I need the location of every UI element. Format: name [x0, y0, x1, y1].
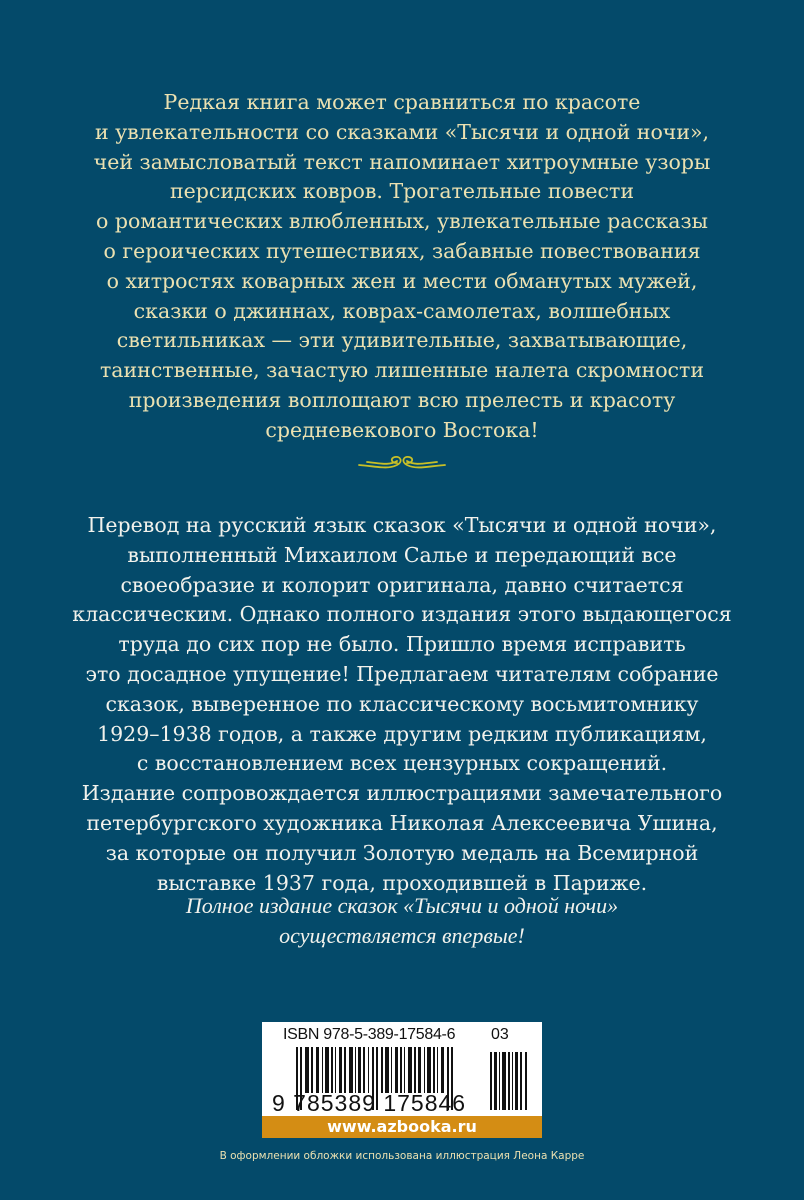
- blurb-line: о хитростях коварных жен и мести обманутых мужей,: [106, 268, 698, 293]
- publisher-website-link[interactable]: www.azbooka.ru: [262, 1116, 542, 1138]
- blurb-paragraph: [0, 88, 804, 446]
- blurb-line: и увлекательности со сказками «Тысячи и одной ночи»,: [94, 119, 710, 144]
- description-line: выставке 1937 года, проходившей в Париже.: [156, 870, 648, 895]
- flourish-divider-icon: [357, 450, 447, 472]
- blurb-line: сказки о джиннах, коврах-самолетах, волшебных: [133, 298, 671, 323]
- blurb-line: произведения воплощают всю прелесть и красоту: [128, 387, 676, 412]
- description-line: это досадное упущение! Предлагаем читателям собрание: [85, 661, 719, 686]
- isbn-addon-label: 03: [491, 1026, 509, 1043]
- tagline-line: осуществляется впервые!: [279, 922, 525, 948]
- isbn-label: ISBN 978-5-389-17584-6: [283, 1026, 456, 1043]
- cover-illustration-credit: В оформлении обложки использована иллюстрация Леона Карре: [219, 1150, 585, 1162]
- tagline-line: Полное издание сказок «Тысячи и одной ночи»: [185, 893, 619, 918]
- description-line: за которые он получил Золотую медаль на Всемирной: [105, 840, 699, 865]
- blurb-line: таинственные, зачастую лишенные налета скромности: [99, 358, 705, 383]
- blurb-line: о романтических влюбленных, увлекательные рассказы: [96, 209, 708, 234]
- blurb-line: светильниках — эти удивительные, захватывающие,: [116, 328, 688, 353]
- description-line: сказок, выверенное по классическому восьмитомнику: [105, 691, 699, 716]
- description-paragraph: [0, 511, 804, 898]
- description-line: петербургского художника Николая Алексеевича Ушина,: [86, 810, 718, 835]
- blurb-line: чей замысловатый текст напоминает хитроумные узоры: [93, 149, 711, 174]
- blurb-line: персидских ковров. Трогательные повести: [169, 179, 634, 204]
- description-line: своеобразие и колорит оригинала, давно считается: [120, 572, 684, 597]
- isbn-barcode: [262, 1022, 542, 1138]
- addon-barcode-bars-icon: [490, 1052, 530, 1110]
- description-line: труда до сих пор не было. Пришло время исправить: [118, 632, 686, 657]
- description-line: Перевод на русский язык сказок «Тысячи и одной ночи»,: [87, 513, 717, 537]
- blurb-line: Редкая книга может сравниться по красоте: [163, 90, 641, 114]
- description-line: 1929–1938 годов, а также другим редким публикациям,: [97, 721, 707, 746]
- description-line: выполненный Михаилом Салье и передающий все: [127, 542, 677, 567]
- barcode-digits: 9 785389 175846: [272, 1090, 467, 1116]
- tagline: [0, 891, 804, 950]
- description-line: классическим. Однако полного издания этого выдающегося: [72, 602, 732, 627]
- blurb-line: средневекового Востока!: [265, 417, 539, 442]
- description-line: с восстановлением всех цензурных сокращений.: [136, 751, 668, 776]
- description-line: Издание сопровождается иллюстрациями замечательного: [81, 781, 723, 806]
- blurb-line: о героических путешествиях, забавные повествования: [103, 238, 701, 263]
